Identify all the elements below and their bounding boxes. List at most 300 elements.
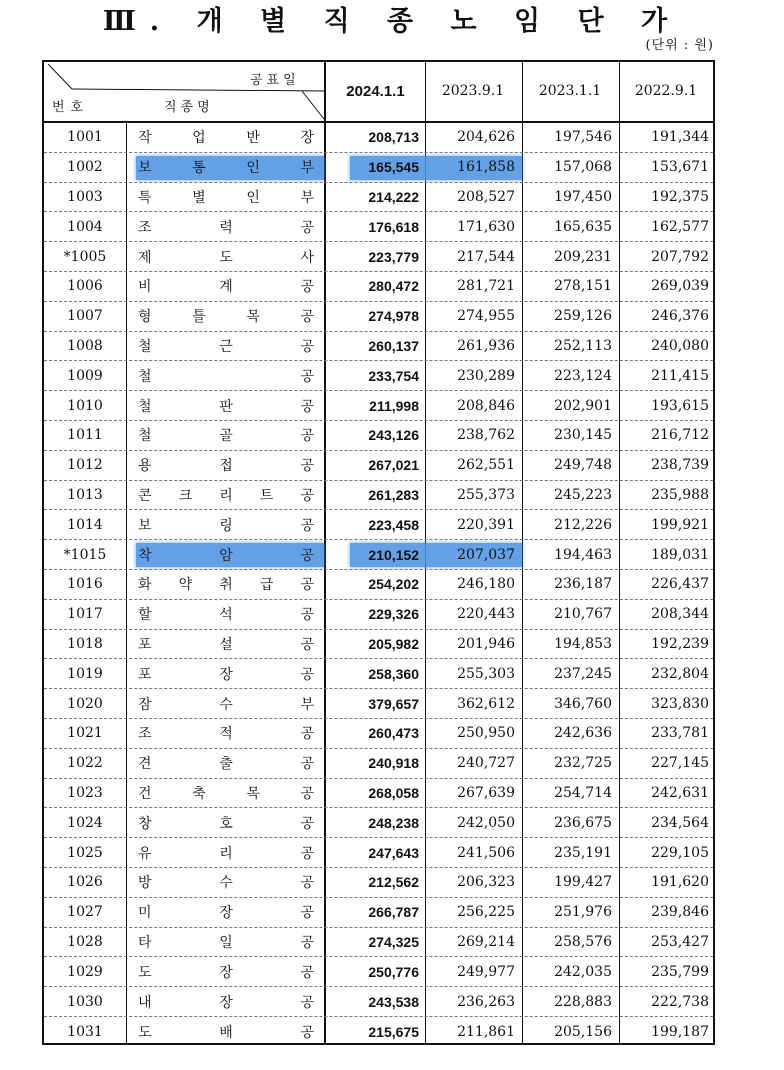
wage-value: 253,427 (651, 933, 709, 950)
table-row (44, 570, 713, 600)
wage-value: 243,126 (368, 427, 419, 444)
job-name-char: 장 (219, 905, 233, 922)
wage-value: 210,152 (368, 546, 419, 563)
wage-value: 217,544 (457, 248, 515, 265)
job-number: 1020 (67, 695, 103, 712)
wage-value: 269,214 (457, 933, 515, 950)
job-number: 1030 (67, 993, 103, 1010)
wage-value: 222,738 (651, 993, 709, 1010)
job-name-char: 설 (219, 636, 233, 653)
job-name-char: 형 (138, 309, 152, 326)
job-name-char: 일 (219, 934, 233, 951)
wage-value: 239,846 (651, 904, 709, 921)
job-name (128, 332, 324, 361)
job-name-char: 제 (138, 249, 152, 266)
job-name-char: 공 (300, 547, 314, 564)
job-name-char: 공 (300, 636, 314, 653)
table-row (44, 361, 713, 391)
job-name (128, 928, 324, 957)
job-name-char: 접 (219, 458, 233, 475)
job-name-char: 도 (219, 249, 233, 266)
job-name-char: 공 (300, 219, 314, 236)
job-name-char: 장 (219, 994, 233, 1011)
table-row (44, 481, 713, 511)
wage-value: 194,463 (554, 546, 612, 563)
wage-value: 268,058 (368, 784, 419, 801)
table-row (44, 659, 713, 689)
job-name-char: 내 (138, 994, 152, 1011)
job-name-char: 공 (300, 964, 314, 981)
wage-value: 346,760 (554, 695, 612, 712)
job-name-char: 공 (300, 815, 314, 832)
job-name (128, 391, 324, 420)
table-row (44, 987, 713, 1017)
wage-value: 255,373 (457, 486, 515, 503)
job-name (128, 600, 324, 629)
wage-value: 248,238 (368, 814, 419, 831)
job-name-char: 사 (300, 249, 314, 266)
job-name-char: 공 (300, 368, 314, 385)
wage-value: 254,714 (554, 784, 612, 801)
table-row (44, 838, 713, 868)
job-name-char: 철 (138, 368, 152, 385)
wage-value: 259,126 (554, 308, 612, 325)
wage-value: 189,031 (651, 546, 709, 563)
wage-value: 205,982 (368, 635, 419, 652)
table-row (44, 957, 713, 987)
wage-value: 216,712 (651, 427, 709, 444)
table-row (44, 689, 713, 719)
job-name-char: 조 (138, 219, 152, 236)
wage-value: 192,375 (651, 188, 709, 205)
wage-value: 249,977 (457, 963, 515, 980)
job-name-char: 공 (300, 934, 314, 951)
job-name-char: 장 (219, 666, 233, 683)
wage-value: 199,427 (554, 874, 612, 891)
job-number: 1006 (67, 278, 103, 295)
job-name-char: 판 (219, 398, 233, 415)
job-name (128, 838, 324, 867)
wage-value: 232,725 (554, 755, 612, 772)
job-number: 1031 (67, 1023, 103, 1040)
job-name-char: 출 (219, 756, 233, 773)
job-name-char: 방 (138, 875, 152, 892)
wage-value: 208,344 (651, 606, 709, 623)
job-number: 1026 (67, 874, 103, 891)
job-name (128, 242, 324, 271)
wage-value: 212,562 (368, 874, 419, 891)
job-name-char: 공 (300, 458, 314, 475)
job-name (128, 570, 324, 599)
job-name-char: 암 (219, 547, 233, 564)
job-name (128, 272, 324, 301)
job-number: 1016 (67, 576, 103, 593)
job-name-char: 리 (219, 845, 233, 862)
job-name (128, 779, 324, 808)
wage-value: 246,180 (457, 576, 515, 593)
wage-value: 197,450 (554, 188, 612, 205)
job-name-char: 인 (246, 160, 260, 177)
wage-value: 228,883 (554, 993, 612, 1010)
job-name-char: 급 (259, 577, 274, 594)
wage-value: 176,618 (368, 218, 419, 235)
page-title: Ⅲ. 개 별 직 종 노 임 단 가 (102, 6, 682, 37)
wage-value: 223,124 (554, 367, 612, 384)
job-name-char: 건 (138, 785, 152, 802)
job-name-char: 약 (178, 577, 193, 594)
wage-value: 242,035 (554, 963, 612, 980)
job-name-char: 장 (300, 130, 314, 147)
table-body (44, 123, 713, 1047)
job-name-char: 작 (138, 130, 152, 147)
job-name-char: 공 (300, 875, 314, 892)
job-name-char: 인 (246, 189, 260, 206)
header-col-2023-1-1: 2023.1.1 (538, 83, 602, 99)
job-name-char: 골 (219, 428, 233, 445)
wage-value: 210,767 (554, 606, 612, 623)
job-name-char: 적 (219, 726, 233, 743)
wage-value: 229,105 (651, 844, 709, 861)
job-number: 1018 (67, 635, 103, 652)
wage-value: 274,978 (368, 308, 419, 325)
job-name-char: 견 (138, 756, 152, 773)
job-number: 1024 (67, 814, 103, 831)
job-name-char: 축 (192, 785, 206, 802)
job-name-char: 철 (138, 428, 152, 445)
wage-value: 258,576 (554, 933, 612, 950)
wage-value: 165,545 (368, 159, 419, 176)
job-name-char: 부 (300, 696, 314, 713)
job-name-char: 착 (138, 547, 152, 564)
wage-value: 235,191 (554, 844, 612, 861)
job-number: 1013 (67, 486, 103, 503)
wage-value: 233,754 (368, 367, 419, 384)
job-name-char: 공 (300, 517, 314, 534)
job-name (128, 510, 324, 539)
job-number: *1005 (63, 248, 107, 265)
table-row (44, 451, 713, 481)
wage-value: 220,391 (457, 516, 515, 533)
job-name (128, 451, 324, 480)
job-name (128, 749, 324, 778)
job-name-char: 별 (192, 189, 206, 206)
job-number: 1019 (67, 665, 103, 682)
job-name (128, 957, 324, 986)
job-name-char: 링 (219, 517, 233, 534)
wage-value: 208,846 (457, 397, 515, 414)
job-number: 1001 (67, 129, 103, 146)
header-no-label: 번호 (52, 100, 90, 115)
job-name (128, 630, 324, 659)
job-name-char: 포 (138, 636, 152, 653)
wage-value: 237,245 (554, 665, 612, 682)
wage-value: 236,675 (554, 814, 612, 831)
job-name-char: 도 (138, 1024, 152, 1041)
wage-value: 240,918 (368, 755, 419, 772)
wage-value: 162,577 (651, 218, 709, 235)
wage-value: 260,137 (368, 337, 419, 354)
job-name-char: 철 (138, 338, 152, 355)
table-row (44, 272, 713, 302)
wage-value: 191,620 (651, 874, 709, 891)
job-name-char: 미 (138, 905, 152, 922)
job-name (128, 123, 324, 152)
header-col-2022-9-1: 2022.9.1 (634, 83, 698, 99)
job-name-char: 부 (300, 189, 314, 206)
wage-value: 153,671 (651, 159, 709, 176)
job-number: 1017 (67, 606, 103, 623)
header-date-label: 공표일 (250, 73, 300, 88)
job-number: 1029 (67, 963, 103, 980)
wage-value: 191,344 (651, 129, 709, 146)
wage-value: 233,781 (651, 725, 709, 742)
job-name-char: 리 (219, 487, 233, 504)
wage-value: 226,437 (651, 576, 709, 593)
job-name-char: 공 (300, 279, 314, 296)
wage-value: 281,721 (457, 278, 515, 295)
wage-value: 240,080 (651, 337, 709, 354)
wage-value: 260,473 (368, 725, 419, 742)
job-name-char: 비 (138, 279, 152, 296)
table-row (44, 540, 713, 570)
job-number: *1015 (63, 546, 107, 563)
job-name-char: 공 (300, 338, 314, 355)
job-number: 1004 (67, 218, 103, 235)
wage-value: 157,068 (554, 159, 612, 176)
table-row (44, 1017, 713, 1047)
wage-value: 261,283 (368, 486, 419, 503)
job-name-char: 공 (300, 309, 314, 326)
job-number: 1003 (67, 188, 103, 205)
job-name-char: 공 (300, 487, 314, 504)
job-name-char: 공 (300, 1024, 314, 1041)
job-name (128, 719, 324, 748)
job-name-char: 공 (300, 666, 314, 683)
header-col-2023-9-1: 2023.9.1 (441, 83, 505, 99)
wage-value: 255,303 (457, 665, 515, 682)
wage-value: 250,950 (457, 725, 515, 742)
job-name-char: 반 (246, 130, 260, 147)
job-name-char: 용 (138, 458, 152, 475)
wage-value: 235,799 (651, 963, 709, 980)
wage-value: 227,145 (651, 755, 709, 772)
job-number: 1025 (67, 844, 103, 861)
job-name (128, 808, 324, 837)
job-name-char: 도 (138, 964, 152, 981)
wage-value: 236,187 (554, 576, 612, 593)
wage-value: 165,635 (554, 218, 612, 235)
wage-value: 262,551 (457, 457, 515, 474)
job-name-char: 부 (300, 160, 314, 177)
job-name-char: 수 (219, 875, 233, 892)
wage-value: 192,239 (651, 635, 709, 652)
table-row (44, 332, 713, 362)
job-name-char: 공 (300, 577, 314, 594)
job-name-char: 공 (300, 905, 314, 922)
job-name-char: 공 (300, 785, 314, 802)
job-number: 1010 (67, 397, 103, 414)
unit-label: (단위 : 원) (645, 38, 714, 53)
job-name-char: 력 (219, 219, 233, 236)
job-number: 1014 (67, 516, 103, 533)
job-name-char: 조 (138, 726, 152, 743)
job-number: 1027 (67, 904, 103, 921)
table-header (44, 62, 713, 123)
wage-value: 278,151 (554, 278, 612, 295)
wage-value: 202,901 (554, 397, 612, 414)
wage-value: 171,630 (457, 218, 515, 235)
wage-value: 197,546 (554, 129, 612, 146)
wage-value: 207,037 (457, 546, 515, 563)
job-name-char: 타 (138, 934, 152, 951)
wage-value: 267,639 (457, 784, 515, 801)
table-row (44, 242, 713, 272)
wage-value: 323,830 (651, 695, 709, 712)
job-name-char: 공 (300, 607, 314, 624)
wage-value: 266,787 (368, 904, 419, 921)
wage-value: 204,626 (457, 129, 515, 146)
job-name (128, 421, 324, 450)
job-number: 1002 (67, 159, 103, 176)
wage-value: 235,988 (651, 486, 709, 503)
wage-value: 242,050 (457, 814, 515, 831)
wage-value: 251,976 (554, 904, 612, 921)
wage-value: 242,631 (651, 784, 709, 801)
job-name-char: 보 (138, 160, 152, 177)
job-name (128, 987, 324, 1016)
wage-value: 245,223 (554, 486, 612, 503)
wage-value: 269,039 (651, 278, 709, 295)
job-number: 1012 (67, 457, 103, 474)
table-row (44, 183, 713, 213)
wage-value: 254,202 (368, 576, 419, 593)
job-name-char: 공 (300, 398, 314, 415)
table-row (44, 868, 713, 898)
job-name-char: 석 (219, 607, 233, 624)
wage-value: 214,222 (368, 188, 419, 205)
header-col-2024-1-1: 2024.1.1 (346, 83, 405, 100)
job-name-char: 특 (138, 189, 152, 206)
wage-value: 211,415 (651, 367, 709, 384)
wage-value: 249,748 (554, 457, 612, 474)
job-name (128, 540, 324, 569)
job-name-char: 포 (138, 666, 152, 683)
wage-value: 207,792 (651, 248, 709, 265)
table-row (44, 302, 713, 332)
job-number: 1007 (67, 308, 103, 325)
table-row (44, 153, 713, 183)
job-name-char: 콘 (138, 487, 152, 504)
job-number: 1023 (67, 784, 103, 801)
job-name-char: 호 (219, 815, 233, 832)
job-name-char: 근 (219, 338, 233, 355)
table-row (44, 928, 713, 958)
wage-value: 236,263 (457, 993, 515, 1010)
job-name (128, 361, 324, 390)
header-name-label: 직종명 (164, 100, 214, 115)
wage-value: 201,946 (457, 635, 515, 652)
job-name-char: 통 (192, 160, 206, 177)
job-name-char: 유 (138, 845, 152, 862)
job-name-char: 공 (300, 428, 314, 445)
job-number: 1011 (67, 427, 103, 444)
job-name (128, 153, 324, 182)
wage-value: 230,289 (457, 367, 515, 384)
job-name (128, 481, 324, 510)
wage-value: 208,713 (368, 129, 419, 146)
wage-value: 193,615 (651, 397, 709, 414)
table-row (44, 212, 713, 242)
table-row (44, 510, 713, 540)
job-name-char: 잠 (138, 696, 152, 713)
wage-value: 220,443 (457, 606, 515, 623)
table-row (44, 123, 713, 153)
job-name-char: 크 (178, 487, 193, 504)
job-name-char: 공 (300, 845, 314, 862)
job-name-char: 장 (219, 964, 233, 981)
job-name-char: 틀 (192, 309, 206, 326)
wage-value: 232,804 (651, 665, 709, 682)
wage-value: 379,657 (368, 695, 419, 712)
job-number: 1009 (67, 367, 103, 384)
wage-value: 223,458 (368, 516, 419, 533)
wage-value: 261,936 (457, 337, 515, 354)
wage-table (42, 60, 715, 1045)
table-row (44, 749, 713, 779)
job-name (128, 659, 324, 688)
job-number: 1021 (67, 725, 103, 742)
wage-value: 258,360 (368, 665, 419, 682)
wage-value: 280,472 (368, 278, 419, 295)
wage-value: 238,739 (651, 457, 709, 474)
job-name (128, 183, 324, 212)
job-name-char: 업 (192, 130, 206, 147)
table-row (44, 808, 713, 838)
wage-value: 194,853 (554, 635, 612, 652)
job-name (128, 212, 324, 241)
job-name-char: 공 (300, 726, 314, 743)
table-row (44, 391, 713, 421)
wage-value: 211,998 (369, 397, 419, 414)
job-name-char: 철 (138, 398, 152, 415)
table-row (44, 779, 713, 809)
job-name-char: 목 (246, 309, 260, 326)
job-name-char: 화 (138, 577, 152, 594)
job-name (128, 868, 324, 897)
job-name-char: 배 (219, 1024, 233, 1041)
job-name-char: 계 (219, 279, 233, 296)
wage-value: 230,145 (554, 427, 612, 444)
job-name-char: 취 (219, 577, 233, 594)
wage-value: 242,636 (554, 725, 612, 742)
wage-value: 209,231 (554, 248, 612, 265)
wage-value: 238,762 (457, 427, 515, 444)
wage-value: 362,612 (457, 695, 515, 712)
wage-value: 223,779 (368, 248, 419, 265)
job-number: 1028 (67, 933, 103, 950)
wage-value: 199,187 (651, 1023, 709, 1040)
job-name (128, 689, 324, 718)
wage-value: 212,226 (554, 516, 612, 533)
job-name-char: 할 (138, 607, 152, 624)
wage-value: 274,955 (457, 308, 515, 325)
wage-value: 199,921 (651, 516, 709, 533)
wage-value: 206,323 (457, 874, 515, 891)
wage-value: 208,527 (457, 188, 515, 205)
wage-value: 246,376 (651, 308, 709, 325)
wage-value: 234,564 (651, 814, 709, 831)
job-name-char: 공 (300, 994, 314, 1011)
